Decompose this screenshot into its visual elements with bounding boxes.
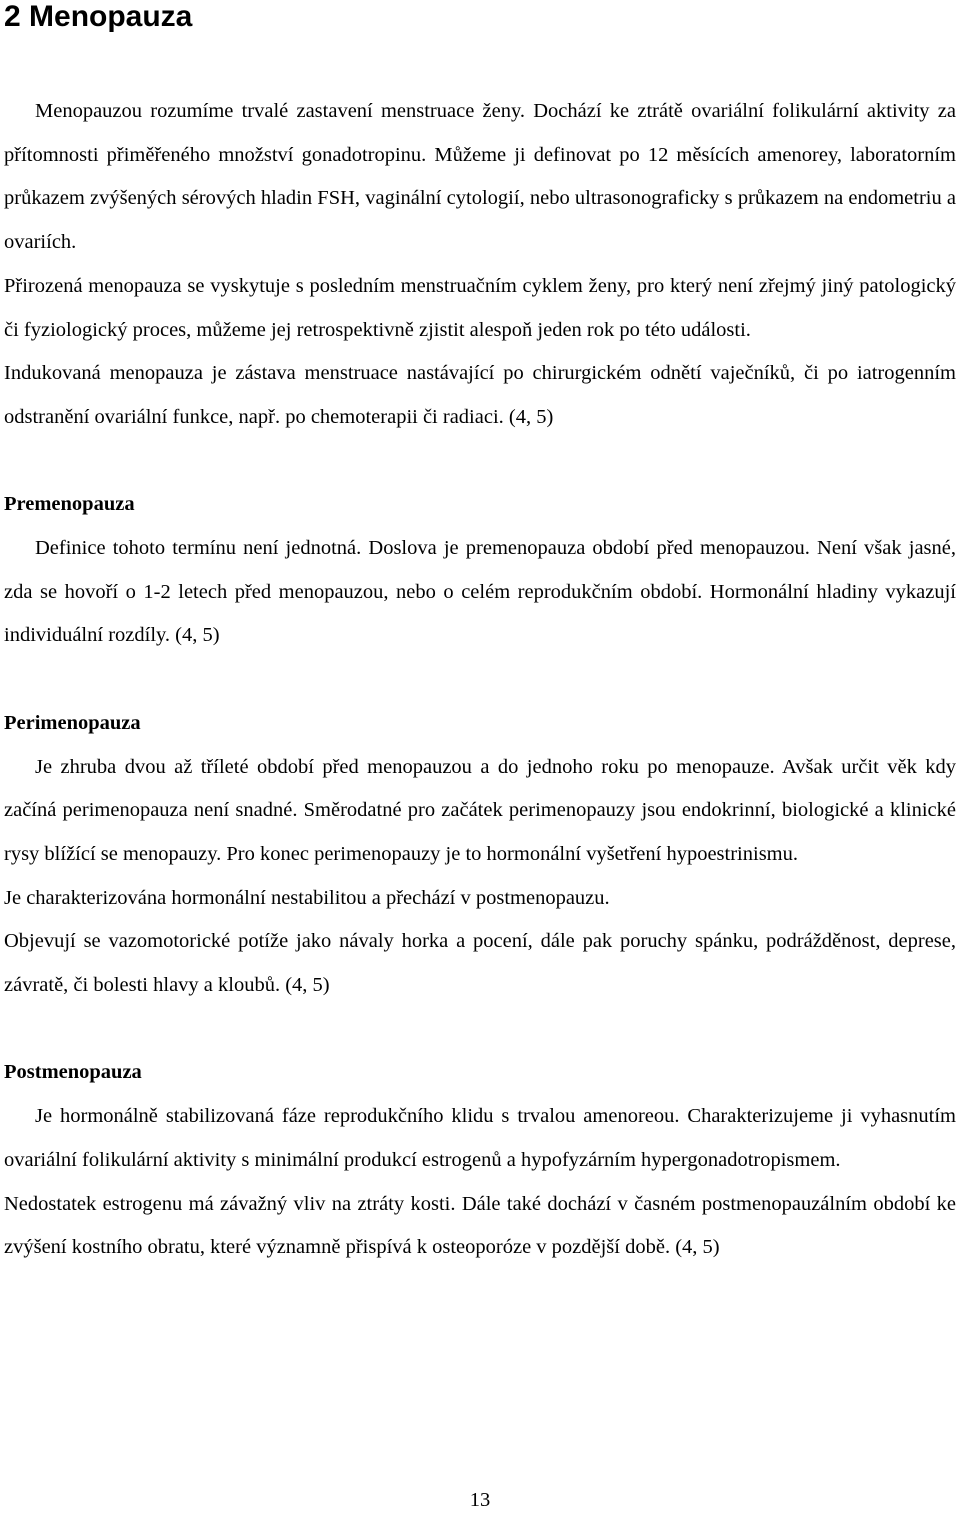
chapter-title: 2 Menopauza [4, 0, 193, 33]
perimenopauza-paragraph-symptoms: Objevují se vazomotorické potíže jako návaly horka a pocení, dále pak poruchy spánku, podrážděnost, deprese, závratě, či bolesti hlavy a kloubů. (4, 5) [4, 930, 956, 997]
premenopauza-paragraph: Definice tohoto termínu není jednotná. Doslova je premenopauza období před menopauzou. Není však jasné, zda se hovoří o 1-2 letech před menopauzou, nebo o celém reprodukčním období. Hormonální hladiny vykazují individuální rozdíly. (4, 5) [4, 537, 956, 647]
intro-paragraph-natural-menopause: Přirozená menopauza se vyskytuje s posledním menstruačním cyklem ženy, pro který není zřejmý jiný patologický či fyziologický proces, můžeme jej retrospektivně zjistit alespoň jeden rok po této události. [4, 274, 956, 341]
section-heading-postmenopauza: Postmenopauza [4, 1061, 142, 1084]
section-heading-premenopauza: Premenopauza [4, 493, 135, 516]
intro-paragraph-definition: Menopauzou rozumíme trvalé zastavení menstruace ženy. Dochází ke ztrátě ovariální folikulární aktivity za přítomnosti přiměřeného množství gonadotropinu. Můžeme ji definovat po 12 měsících amenorey, laboratorním průkazem zvýšených sérových hladin FSH, vaginální cytologií, nebo ultrasonograficky s průkazem na endometriu a ovariích. [4, 100, 956, 254]
perimenopauza-section [4, 702, 956, 1008]
premenopauza-section [4, 483, 956, 658]
postmenopauza-paragraph-estrogen: Nedostatek estrogenu má závažný vliv na ztráty kosti. Dále také dochází v časném postmenopauzálním období ke zvýšení kostního obratu, které významně přispívá k osteoporóze v pozdější době. (4, 5) [4, 1192, 956, 1259]
document-body [4, 90, 956, 1270]
postmenopauza-paragraph-definition: Je hormonálně stabilizovaná fáze reprodukčního klidu s trvalou amenoreou. Charakterizujeme ji vyhasnutím ovariální folikulární aktivity s minimální produkcí estrogenů a hypofyzárním hypergonadotropismem. [4, 1105, 956, 1171]
section-gap [4, 658, 956, 702]
perimenopauza-paragraph-characterization: Je charakterizována hormonální nestabilitou a přechází v postmenopauzu. [4, 886, 610, 909]
section-heading-perimenopauza: Perimenopauza [4, 711, 141, 734]
perimenopauza-paragraph-definition: Je zhruba dvou až tříleté období před menopauzou a do jednoho roku po menopauze. Avšak určit věk kdy začíná perimenopauza není snadné. Směrodatné pro začátek perimenopauzy jsou endokrinní, biologické a klinické rysy blížící se menopauzy. Pro konec perimenopauzy je to hormonální vyšetření hypoestrinismu. [4, 755, 956, 865]
section-gap [4, 440, 956, 484]
section-gap [4, 1008, 956, 1052]
postmenopauza-section [4, 1051, 956, 1270]
page-number: 13 [469, 1489, 491, 1511]
intro-paragraph-induced-menopause: Indukovaná menopauza je zástava menstruace nastávající po chirurgickém odnětí vaječníků, či po iatrogenním odstranění ovariální funkce, např. po chemoterapii či radiaci. (4, 5) [4, 362, 956, 428]
intro-section [4, 90, 956, 440]
